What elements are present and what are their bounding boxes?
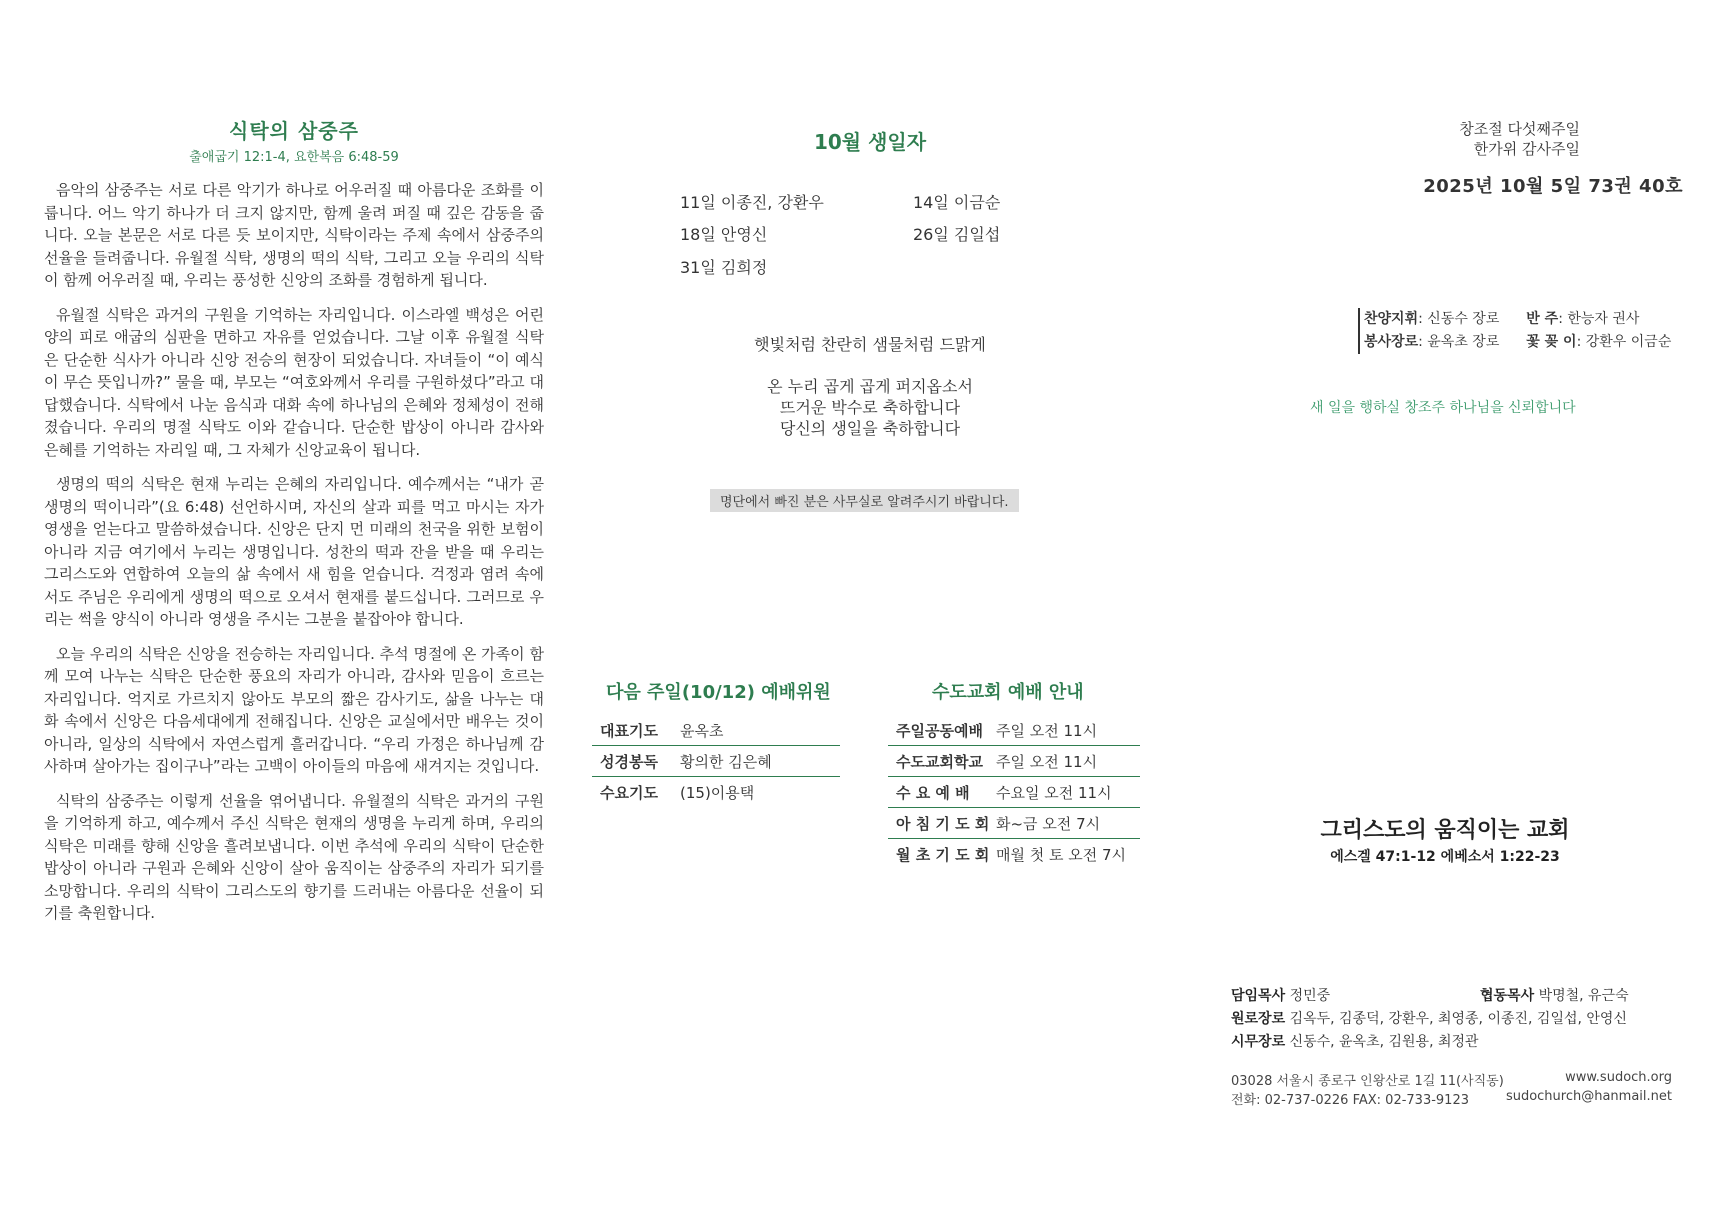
birthday-entry: 11일 이종진, 강환우 [680,193,824,212]
liturgical-subtitle: 한가위 감사주일 [1473,140,1580,158]
staff-label: 원로장로 [1231,1011,1286,1027]
role-label: 찬양지휘 [1364,311,1419,327]
sermon-paragraph: 생명의 떡의 식탁은 현재 누리는 은혜의 자리입니다. 예수께서는 “내가 곧 생명의 떡이니라”(요 6:48) 선언하시며, 자신의 살과 피를 먹고 마시는 자가 영생을 얻는다고 말씀하셨습니다. 신앙은 단지 먼 미래의 천국을 위한 보험이 아니라 지금 여기에서 누리는 생명입니다. 성찬의 떡과 잔을 받을 때 우리는 그리스도와 연합하여 오늘의 삶 속에서 새 힘을 얻습니다. 걱정과 염려 속에서도 주님은 우리에게 생명의 떡으로 오셔서 현재를 붙드십니다. 그러므로 우리는 썩을 양식이 아니라 영생을 주시는 그분을 붙잡아야 합니다. [44,475,544,628]
row-value: 윤옥초 [680,721,724,740]
staff-active [1231,1031,1479,1051]
row-label: 성경봉독 [600,752,658,771]
roles-line [1364,308,1671,331]
sermon-section [44,115,544,937]
service-roles [1358,308,1671,354]
worship-table [888,715,1140,869]
row-value: (15)이용택 [680,783,755,802]
row-value: 황의한 김은혜 [680,752,772,771]
sermon-paragraph: 음악의 삼중주는 서로 다른 악기가 하나로 어우러질 때 아름다운 조화를 이룹니다. 어느 악기 하나가 더 크지 않지만, 함께 울려 퍼질 때 깊은 감동을 줍니다. 오늘 본문은 서로 다른 듯 보이지만, 식탁이라는 주제 속에서 삼중주의 선율을 들려줍니다. 유월절 식탁, 생명의 떡의 식탁, 그리고 오늘 우리의 식탁이 함께 어우러질 때, 우리는 풍성한 신앙의 조화를 경험하게 됩니다. [44,181,544,289]
row-label: 수요기도 [600,783,658,802]
birthday-notice: 명단에서 빠진 분은 사무실로 알려주시기 바랍니다. [710,489,1019,512]
liturgical-subtitle: 창조절 다섯째주일 [1459,120,1580,138]
row-label: 아 침 기 도 회 [896,814,990,833]
church-phone: 전화: 02-737-0226 FAX: 02-733-9123 [1231,1093,1469,1108]
row-value: 화~금 오전 7시 [996,814,1101,833]
birthday-entry: 14일 이금순 [913,193,1001,212]
birthday-poem-line: 당신의 생일을 축하합니다 [779,419,961,438]
table-row [888,777,1140,808]
sermon-title: 식탁의 삼중주 [229,119,359,143]
birthday-entry: 26일 김일섭 [913,225,1001,244]
bulletin-date: 2025년 10월 5일 73권 40호 [1423,176,1683,197]
row-label: 수도교회학교 [896,752,983,771]
staff-label: 시무장로 [1231,1034,1286,1050]
staff-value: 신동수, 윤옥초, 김원용, 최정관 [1289,1034,1479,1050]
sermon-reference: 출애굽기 12:1-4, 요한복음 6:48-59 [189,150,399,165]
staff-value: 박명철, 유근숙 [1538,988,1629,1004]
table-row [592,746,840,777]
sermon-paragraph: 식탁의 삼중주는 이렇게 선율을 엮어냅니다. 유월절의 식탁은 과거의 구원을 기억하게 하고, 예수께서 주신 식탁은 현재의 생명을 누리게 하며, 우리의 식탁은 미래를 향해 신앙을 흘려보냅니다. 이번 추석에 우리의 식탁이 단순한 밥상이 아니라 구원과 은혜와 신앙이 살아 움직이는 삼중주의 자리가 되기를 소망합니다. 우리의 식탁이 그리스도의 향기를 드러내는 아름다운 선율이 되기를 축원합니다. [44,791,544,922]
staff-label: 협동목사 [1480,988,1535,1004]
role-label: 꽃 꽂 이 [1526,334,1577,350]
table-row [888,839,1140,869]
role-label: 봉사장로 [1364,334,1419,350]
row-value: 수요일 오전 11시 [996,783,1112,802]
church-email[interactable]: sudochurch@hanmail.net [1505,1089,1672,1104]
role-value: : 윤옥초 장로 [1418,334,1500,350]
role-value: : 강환우 이금순 [1576,334,1672,350]
staff-value: 정민중 [1289,988,1331,1004]
row-value: 매월 첫 토 오전 7시 [996,845,1127,864]
birthday-entry: 18일 안영신 [680,225,768,244]
church-website[interactable]: www.sudoch.org [1565,1070,1672,1085]
roles-line [1364,331,1671,354]
sermon-body [44,179,544,925]
church-verse: 에스겔 47:1-12 에베소서 1:22-23 [1330,849,1560,865]
church-address: 03028 서울시 종로구 인왕산로 1길 11(사직동) [1231,1074,1504,1089]
next-week-title: 다음 주일(10/12) 예배위원 [606,682,831,703]
row-value: 주일 오전 11시 [996,721,1098,740]
row-label: 수 요 예 배 [896,783,970,802]
staff-emeritus [1231,1008,1627,1028]
birthday-poem-line: 온 누리 곱게 곱게 퍼지옵소서 [767,377,973,396]
row-value: 주일 오전 11시 [996,752,1098,771]
table-row [592,777,840,807]
staff-label: 담임목사 [1231,988,1286,1004]
birthday-entry: 31일 김희정 [680,258,768,277]
sermon-paragraph: 유월절 식탁은 과거의 구원을 기억하는 자리입니다. 이스라엘 백성은 어린양의 피로 애굽의 심판을 면하고 자유를 얻었습니다. 그날 이후 유월절 식탁은 단순한 식사가 아니라 신앙 전승의 현장이 되었습니다. 자녀들이 “이 예식이 무슨 뜻입니까?” 물을 때, 부모는 “여호와께서 우리를 구원하셨다”라고 대답했습니다. 식탁에서 나눈 음식과 대화 속에 하나님의 은혜와 정체성이 전해졌습니다. 우리의 명절 식탁도 이와 같습니다. 단순한 밥상이 아니라 감사와 은혜를 기억하는 자리일 때, 그 자체가 신앙교육이 됩니다. [44,305,544,459]
birthday-title: 10월 생일자 [813,130,927,154]
worship-title: 수도교회 예배 안내 [932,682,1084,703]
sermon-paragraph: 오늘 우리의 식탁은 신앙을 전승하는 자리입니다. 추석 명절에 온 가족이 함께 모여 나누는 식탁은 단순한 풍요의 자리가 아니라, 감사와 믿음이 흐르는 자리입니다. 억지로 가르치지 않아도 부모의 짧은 감사기도, 삶을 나누는 대화 속에서 신앙은 다음세대에게 전해집니다. 신앙은 교실에서만 배우는 것이 아니라, 일상의 식탁에서 자연스럽게 흘러갑니다. “우리 가정은 하나님께 감사하며 살아가는 집이구나”라는 고백이 아이들의 마음에 새겨지는 것입니다. [44,644,544,775]
row-label: 주일공동예배 [896,721,983,740]
staff-associate [1480,985,1629,1005]
row-label: 대표기도 [600,721,658,740]
staff-senior [1231,985,1330,1005]
birthday-poem-line: 햇빛처럼 찬란히 샘물처럼 드맑게 [754,335,986,354]
role-value: : 한능자 권사 [1558,311,1640,327]
row-label: 월 초 기 도 회 [896,845,990,864]
church-name: 그리스도의 움직이는 교회 [1320,818,1570,843]
next-week-table [592,715,840,807]
role-label: 반 주 [1526,311,1559,327]
table-row [888,746,1140,777]
table-row [888,715,1140,746]
church-motto: 새 일을 행하실 창조주 하나님을 신뢰합니다 [1310,400,1576,416]
table-row [888,808,1140,839]
table-row [592,715,840,746]
birthday-poem-line: 뜨거운 박수로 축하합니다 [779,398,961,417]
staff-value: 김옥두, 김종덕, 강환우, 최영종, 이종진, 김일섭, 안영신 [1289,1011,1627,1027]
role-value: : 신동수 장로 [1418,311,1500,327]
